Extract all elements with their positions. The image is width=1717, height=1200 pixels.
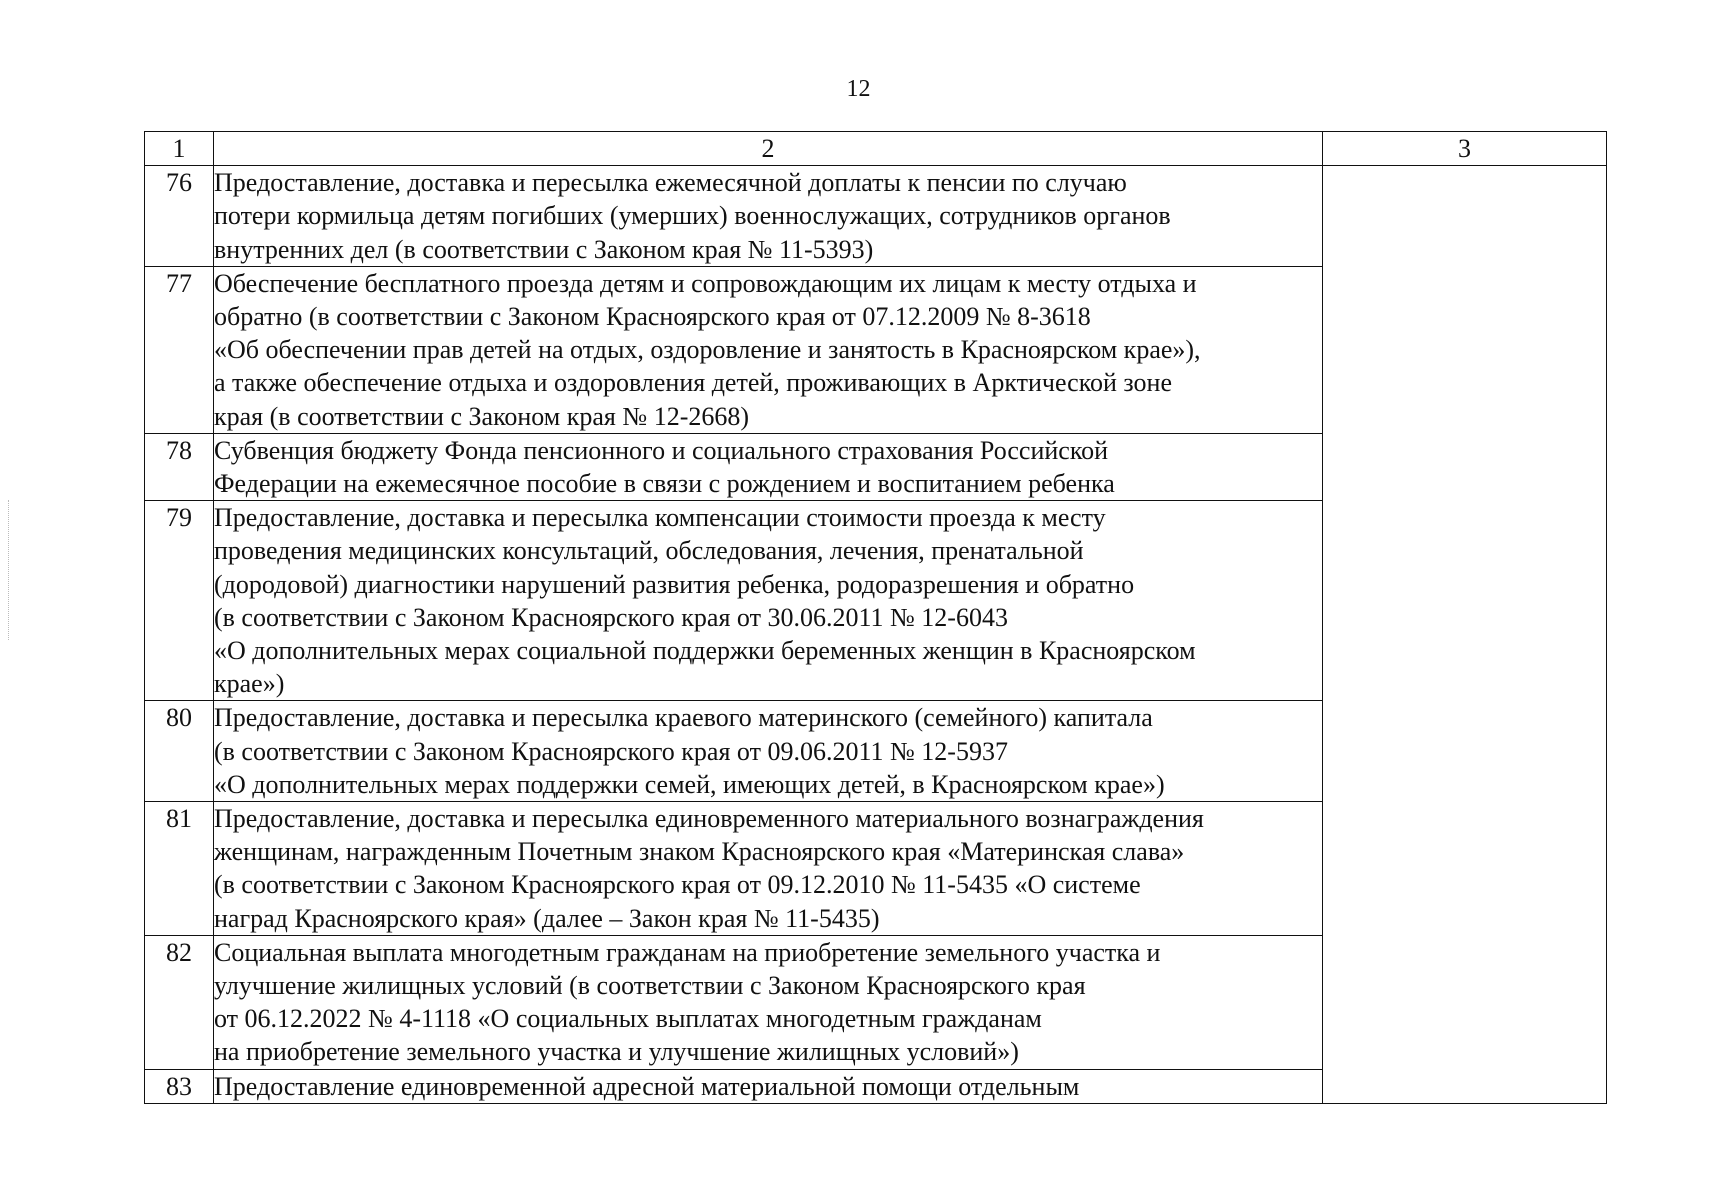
description-line: потери кормильца детям погибших (умерших) военнослужащих, сотрудников органов bbox=[214, 201, 1171, 231]
header-col-3: 3 bbox=[1323, 132, 1607, 166]
description-line: Субвенция бюджету Фонда пенсионного и социального страхования Российской bbox=[214, 435, 1109, 465]
description-line: Предоставление, доставка и пересылка ежемесячной доплаты к пенсии по случаю bbox=[214, 168, 1127, 198]
description-line: «Об обеспечении прав детей на отдых, оздоровление и занятость в Красноярском крае»), bbox=[214, 335, 1201, 365]
page-number: 12 bbox=[846, 76, 871, 102]
description-line: Предоставление единовременной адресной материальной помощи отдельным bbox=[214, 1071, 1080, 1101]
description-line: от 06.12.2022 № 4-1118 «О социальных выплатах многодетным гражданам bbox=[214, 1004, 1042, 1034]
description-line: (в соответствии с Законом Красноярского края от 09.06.2011 № 12-5937 bbox=[214, 736, 1008, 766]
description-line: (в соответствии с Законом Красноярского края от 30.06.2011 № 12-6043 bbox=[214, 602, 1008, 632]
budget-items-table bbox=[144, 131, 1607, 1104]
description-line: внутренних дел (в соответствии с Законом края № 11-5393) bbox=[214, 234, 874, 264]
description-line: Социальная выплата многодетным гражданам на приобретение земельного участка и bbox=[214, 937, 1161, 967]
row-number: 77 bbox=[145, 266, 214, 433]
description-line: Предоставление, доставка и пересылка компенсации стоимости проезда к месту bbox=[214, 503, 1106, 533]
row-number: 76 bbox=[145, 166, 214, 267]
row-description bbox=[214, 802, 1323, 936]
row-description bbox=[214, 433, 1323, 500]
table-row bbox=[145, 166, 1607, 267]
description-line: края (в соответствии с Законом края № 12-2668) bbox=[214, 401, 750, 431]
description-line: (в соответствии с Законом Красноярского края от 09.12.2010 № 11-5435 «О системе bbox=[214, 870, 1141, 900]
description-line: наград Красноярского края» (далее – Закон края № 11-5435) bbox=[214, 903, 880, 933]
description-line: Предоставление, доставка и пересылка единовременного материального вознаграждения bbox=[214, 804, 1204, 834]
row-number: 78 bbox=[145, 433, 214, 500]
description-line: «О дополнительных мерах поддержки семей, имеющих детей, в Красноярском крае») bbox=[214, 769, 1165, 799]
description-line: (дородовой) диагностики нарушений развития ребенка, родоразрешения и обратно bbox=[214, 569, 1135, 599]
column-3-cell bbox=[1323, 166, 1607, 1104]
row-description bbox=[214, 701, 1323, 802]
row-description bbox=[214, 166, 1323, 267]
description-line: обратно (в соответствии с Законом Красноярского края от 07.12.2009 № 8-3618 bbox=[214, 302, 1091, 332]
scan-margin-mark bbox=[8, 500, 10, 640]
row-description bbox=[214, 1069, 1323, 1103]
description-line: «О дополнительных мерах социальной поддержки беременных женщин в Красноярском bbox=[214, 636, 1196, 666]
description-line: а также обеспечение отдыха и оздоровления детей, проживающих в Арктической зоне bbox=[214, 368, 1172, 398]
row-number: 80 bbox=[145, 701, 214, 802]
description-line: Предоставление, доставка и пересылка краевого материнского (семейного) капитала bbox=[214, 703, 1153, 733]
row-description bbox=[214, 501, 1323, 701]
description-line: Федерации на ежемесячное пособие в связи с рождением и воспитанием ребенка bbox=[214, 469, 1115, 499]
row-number: 83 bbox=[145, 1069, 214, 1103]
description-line: улучшение жилищных условий (в соответствии с Законом Красноярского края bbox=[214, 971, 1086, 1001]
description-line: крае») bbox=[214, 669, 285, 699]
row-number: 81 bbox=[145, 802, 214, 936]
header-col-1: 1 bbox=[145, 132, 214, 166]
row-description bbox=[214, 266, 1323, 433]
row-number: 82 bbox=[145, 935, 214, 1069]
description-line: Обеспечение бесплатного проезда детям и сопровождающим их лицам к месту отдыха и bbox=[214, 268, 1197, 298]
description-line: проведения медицинских консультаций, обследования, лечения, пренатальной bbox=[214, 536, 1084, 566]
description-line: женщинам, награжденным Почетным знаком Красноярского края «Материнская слава» bbox=[214, 837, 1185, 867]
description-line: на приобретение земельного участка и улучшение жилищных условий») bbox=[214, 1037, 1019, 1067]
row-description bbox=[214, 935, 1323, 1069]
row-number: 79 bbox=[145, 501, 214, 701]
table-header-row bbox=[145, 132, 1607, 166]
header-col-2: 2 bbox=[214, 132, 1323, 166]
